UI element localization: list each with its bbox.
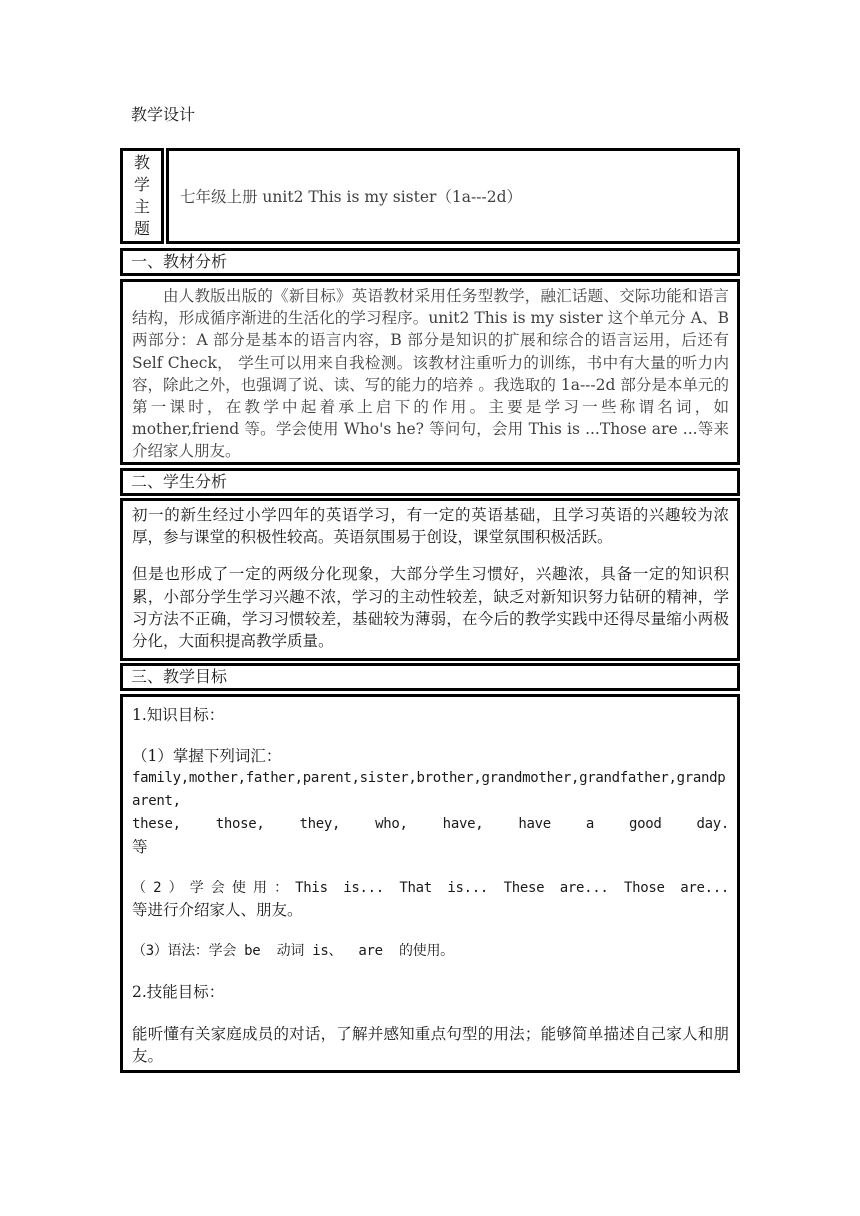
document-title: 教学设计 (131, 105, 196, 124)
section-heading-student-analysis (120, 468, 740, 496)
vocab-list-line-2: these, those, they, who, have, have a good day. (132, 816, 729, 833)
topic-value-cell (166, 148, 740, 244)
section-heading-teaching-objectives (120, 663, 740, 691)
usage-item-line-2: 等进行介绍家人、朋友。 (132, 901, 303, 920)
section-heading-textbook-analysis (120, 248, 740, 276)
grammar-item: （3）语法：学会 be 动词 is、 are 的使用。 (132, 943, 454, 960)
knowledge-objectives-title: 1.知识目标： (132, 706, 225, 724)
section-heading-label: 二、学生分析 (131, 472, 228, 491)
vocab-item-title: （1）掌握下列词汇： (132, 747, 282, 766)
vocab-etc: 等 (132, 837, 148, 856)
skill-objectives-text: 能听懂有关家庭成员的对话，了解并感知重点句型的用法；能够简单描述自己家人和朋友。 (132, 1024, 729, 1065)
teaching-objectives-content (120, 694, 740, 1073)
topic-label: 教学主题 (134, 153, 151, 238)
section-heading-label: 一、教材分析 (131, 252, 228, 271)
usage-item-line-1: （2）学会使用：This is... That is... These are... Those are... (132, 879, 729, 896)
textbook-analysis-text: 由人教版出版的《新目标》英语教材采用任务型教学，融汇话题、交际功能和语言结构，形成循序渐进的生活化的学习程序。unit2 This is my sister 这个单元分 A、B 两部分：A 部分是基本的语言内容，B 部分是知识的扩展和综合的语言运用，后还有 Self Check， 学生可以用来自我检测。该教材注重听力的训练，书中有大量的听力内容，除此之外，也强调了说、读、写的能力的培养 。我选取的 1a---2d 部分是本单元的第一课时，在教学中起着承上启下的作用。主要是学习一些称谓名词，如 mother,friend 等。学会使用 Who's he? 等问句，会用 This is ...Those are ...等来介绍家人朋友。 (132, 287, 729, 461)
student-analysis-paragraph-2: 但是也形成了一定的两级分化现象，大部分学生习惯好，兴趣浓，具备一定的知识积累，小部分学生学习兴趣不浓，学习的主动性较差，缺乏对新知识努力钻研的精神，学习方法不正确，学习习惯较差，基础较为薄弱，在今后的教学实践中还得尽量缩小两极分化，大面积提高教学质量。 (132, 565, 729, 651)
vocab-list: family,mother,father,parent,sister,brother,grandmother,grandfather,grandparent, (132, 770, 726, 810)
student-analysis-paragraph-1: 初一的新生经过小学四年的英语学习，有一定的英语基础，且学习英语的兴趣较为浓厚，参与课堂的积极性较高。英语氛围易于创设，课堂氛围积极活跃。 (132, 506, 729, 547)
section-heading-label: 三、教学目标 (131, 667, 228, 686)
textbook-analysis-content (120, 279, 740, 465)
topic-value: 七年级上册 unit2 This is my sister（1a---2d） (180, 188, 523, 206)
student-analysis-content (120, 498, 740, 661)
skill-objectives-title: 2.技能目标： (132, 983, 225, 1002)
topic-label-cell (120, 148, 164, 244)
